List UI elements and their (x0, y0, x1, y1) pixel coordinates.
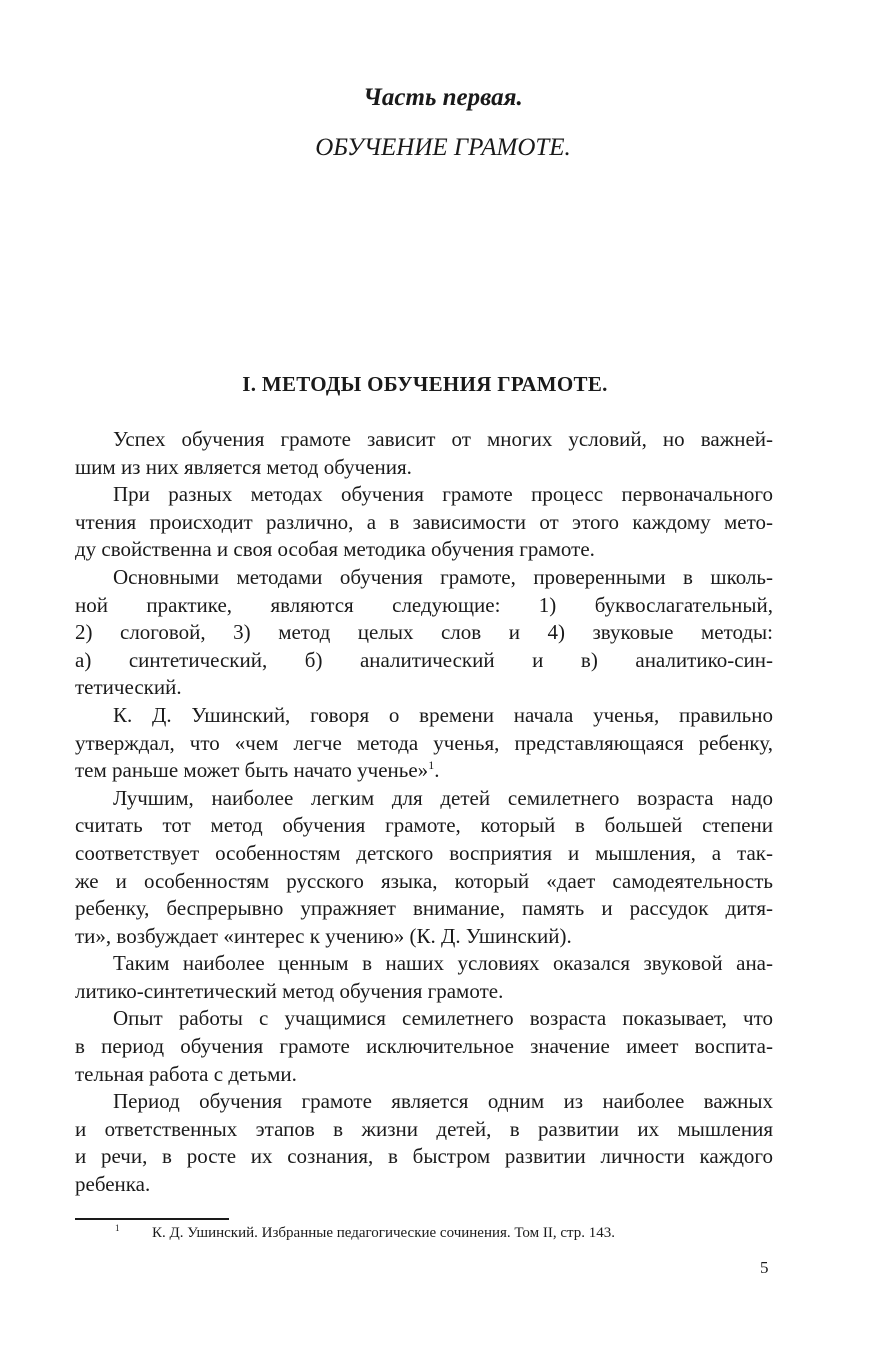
text-line (75, 978, 773, 1006)
line-text: Опыт работы с учащимися семилетнего возраста показывает, что (113, 1006, 773, 1031)
line-text: считать тот метод обучения грамоте, который в большей степени (75, 813, 773, 838)
text-line (75, 674, 773, 702)
part-title: ОБУЧЕНИЕ ГРАМОТЕ. (315, 134, 571, 161)
footnote-divider (75, 1218, 229, 1220)
text-line (75, 509, 773, 537)
line-text: и ответственных этапов в жизни детей, в развитии их мышления (75, 1116, 773, 1141)
line-text: Лучшим, наиболее легким для детей семилетнего возраста надо (113, 785, 773, 810)
line-text: Период обучения грамоте является одним из наиболее важных (113, 1089, 773, 1114)
paragraph (75, 564, 773, 702)
text-line (75, 481, 773, 509)
text-line (75, 730, 773, 758)
line-text: литико-синтетический метод обучения грамоте. (75, 978, 504, 1003)
text-line (75, 536, 773, 564)
text-line (75, 1005, 773, 1033)
text-line (75, 812, 773, 840)
line-text: в период обучения грамоте исключительное значение имеет воспита- (75, 1034, 773, 1059)
line-text: а) синтетический, б) аналитический и в) аналитико-син- (75, 647, 773, 672)
text-line: тем раньше может быть начато ученье»$^1$. (75, 758, 440, 783)
paragraph (75, 702, 773, 785)
line-text: тем раньше может быть начато ученье» (75, 758, 429, 783)
text-line (75, 564, 773, 592)
footnote-reference[interactable]: 1 (428, 758, 435, 773)
text-line (75, 785, 773, 813)
line-text: ду свойственна и своя особая методика обучения грамоте. (75, 537, 595, 562)
line-text: ребенку, беспрерывно упражняет внимание, память и рассудок дитя- (75, 896, 773, 921)
line-text: ти», возбуждает «интерес к учению» (К. Д. Ушинский). (75, 923, 572, 948)
text-line (75, 950, 773, 978)
chapter-heading: I. МЕТОДЫ ОБУЧЕНИЯ ГРАМОТЕ. (242, 372, 608, 396)
text-line (75, 1116, 773, 1144)
text-line (75, 702, 773, 730)
paragraph (75, 1088, 773, 1198)
text-line (75, 895, 773, 923)
line-text: чтения происходит различно, а в зависимости от этого каждому мето- (75, 509, 773, 534)
line-text: же и особенностям русского языка, который «дает самодеятельность (75, 868, 773, 893)
text-line (75, 840, 773, 868)
text-line (75, 1033, 773, 1061)
paragraph (75, 426, 773, 481)
paragraph (75, 950, 773, 1005)
page-number: 5 (760, 1258, 769, 1277)
text-line (75, 868, 773, 896)
paragraph (75, 785, 773, 951)
line-text: 2) слоговой, 3) метод целых слов и 4) звуковые методы: (75, 620, 773, 645)
line-text: и речи, в росте их сознания, в быстром развитии личности каждого (75, 1144, 773, 1169)
paragraph (75, 1005, 773, 1088)
body-text (75, 426, 773, 1199)
text-line (75, 1088, 773, 1116)
text-line (75, 592, 773, 620)
line-text: ной практике, являются следующие: 1) буквослагательный, (75, 592, 773, 617)
part-heading: Часть первая. (363, 84, 523, 111)
line-text: Успех обучения грамоте зависит от многих условий, но важней- (113, 427, 773, 451)
line-text: Основными методами обучения грамоте, проверенными в школь- (113, 564, 773, 589)
footnote-mark: 1 (115, 1223, 120, 1233)
line-text: тельная работа с детьми. (75, 1061, 297, 1086)
line-text: ребенка. (75, 1172, 151, 1197)
footnote-text: К. Д. Ушинский. Избранные педагогические сочинения. Том II, стр. 143. (152, 1225, 616, 1241)
text-line (75, 647, 773, 675)
line-text: соответствует особенностям детского восприятия и мышления, а так- (75, 840, 773, 865)
paragraph (75, 481, 773, 564)
text-line (75, 426, 773, 454)
line-text: утверждал, что «чем легче метода ученья, представляющаяся ребенку, (75, 730, 773, 755)
text-line (75, 454, 773, 482)
text-line (75, 619, 773, 647)
line-text: При разных методах обучения грамоте процесс первоначального (113, 482, 773, 507)
text-line (75, 923, 773, 951)
line-text: тетический. (75, 675, 182, 700)
line-text: Таким наиболее ценным в наших условиях оказался звуковой ана- (113, 951, 773, 976)
text-line (75, 1171, 773, 1199)
line-text: шим из них является метод обучения. (75, 454, 412, 479)
line-text: К. Д. Ушинский, говоря о времени начала ученья, правильно (113, 702, 773, 727)
text-line (75, 1061, 773, 1089)
text-line (75, 1143, 773, 1171)
